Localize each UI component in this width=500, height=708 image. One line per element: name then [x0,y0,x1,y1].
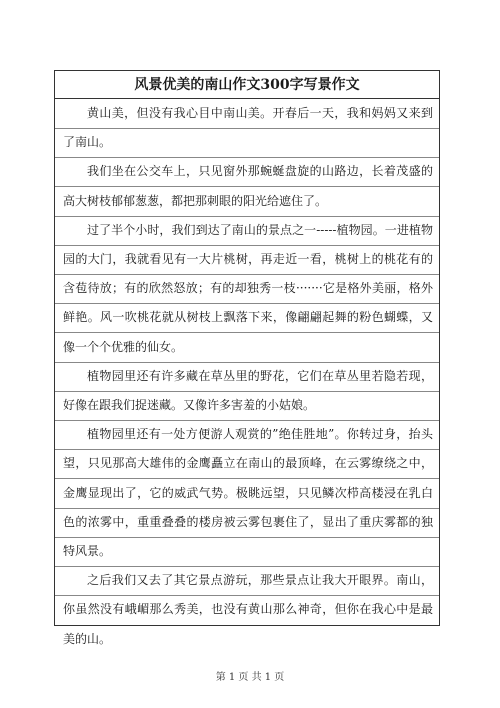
essay-table [54,70,440,646]
paragraph: 过了半个小时，我们到达了南山的景点之一-----植物园。一进植物园的大门，我就看见有一大片桃树，再走近一看，桃树上的桃花有的含苞待放；有的欣然怒放；有的却独秀一枝·······它是格外美丽，格外鲜艳。风一吹桃花就从树枝上飘落下来，像翩翩起舞的粉色蝴蝶，又像一个个优雅的仙女。 [63,222,433,354]
paragraph: 之后我们又去了其它景点游玩，那些景点让我大开眼界。南山，你虽然没有峨嵋那么秀美，也没有黄山那么神奇，但你在我心中是最美的山。 [63,573,433,646]
paragraph: 植物园里还有许多藏在草丛里的野花，它们在草丛里若隐若现，好像在跟我们捉迷藏。又像许多害羞的小姑娘。 [63,368,433,413]
paragraph: 我们坐在公交车上，只见窗外那蜿蜒盘旋的山路边，长着茂盛的高大树枝郁郁葱葱，都把那刺眼的阳光给遮住了。 [63,164,433,208]
paragraph: 黄山美，但没有我心目中南山美。开春后一天，我和妈妈又来到了南山。 [63,106,433,150]
essay-body [63,99,433,654]
essay-title: 风景优美的南山作文300字写景作文 [55,71,439,99]
page-number: 第 1 页 共 1 页 [215,672,285,683]
paragraph: 植物园里还有一处方便游人观赏的”绝佳胜地”。你转过身，抬头望，只见那高大雄伟的金鹰矗立在南山的最顶峰，在云雾缭绕之中，金鹰显现出了，它的威武气势。极眺远望，只见鳞次栉高楼浸在乳白色的浓雾中，重重叠叠的楼房被云雾包裹住了，显出了重庆雾都的独特风景。 [63,427,433,559]
